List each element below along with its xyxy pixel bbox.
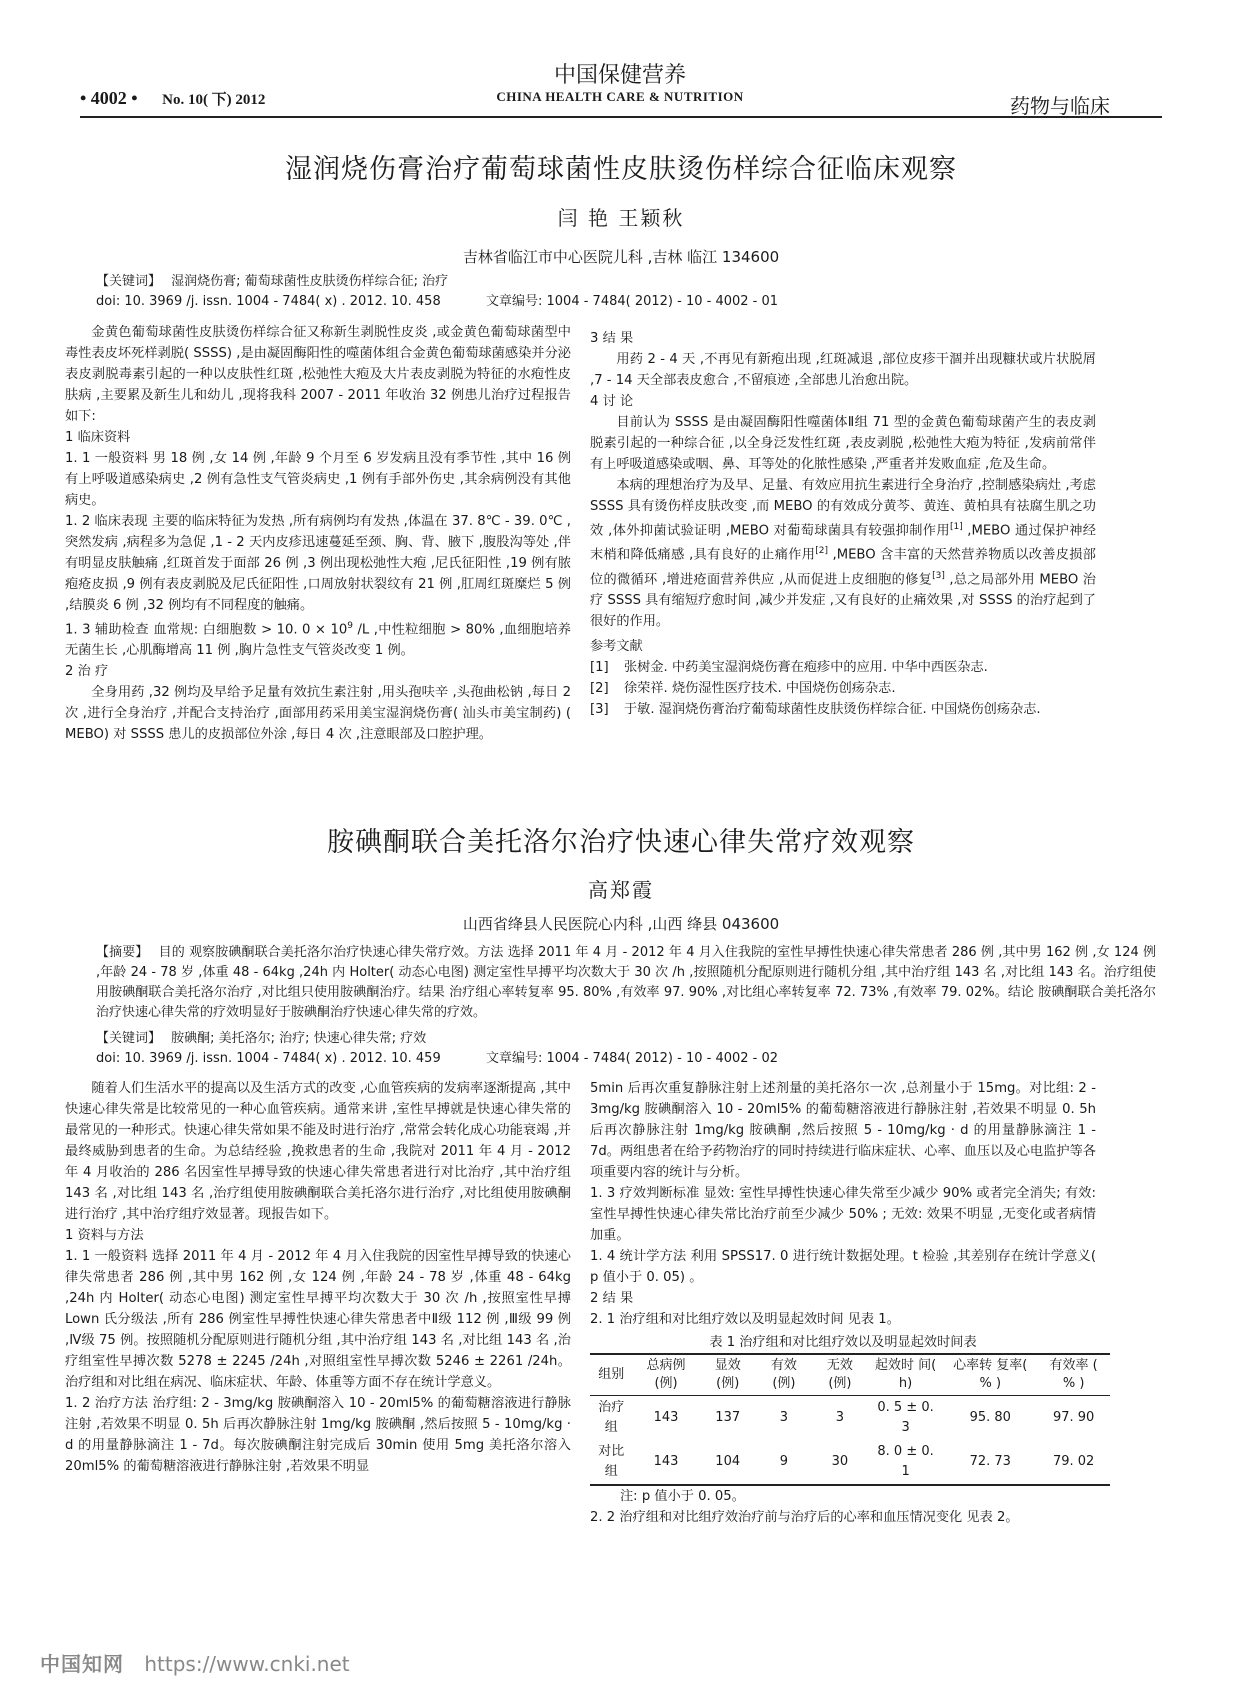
section-name: 药物与临床 [1010, 94, 1110, 118]
cnki-watermark [40, 1648, 350, 1677]
article1-keywords [96, 272, 1156, 292]
article2-meta [96, 1029, 1156, 1069]
section-heading: 3 结 果 [590, 331, 634, 346]
section-heading: 2 结 果 [590, 1291, 634, 1306]
abstract-text: 目的 观察胺碘酮联合美托洛尔治疗快速心律失常疗效。方法 选择 2011 年 4 月 - 2012 年 4 月入住我院的室性早搏性快速心律失常患者 286 例 ,其中男 162 例 ,女 124 例 ,年龄 24 - 78 岁 ,体重 48 - 64kg ,24h 内 Holter( 动态心电图) 测定室性早搏平均次数大于 30 次 /h ,按照随机分配原则进行随机分组 ,其中治疗组 143 名 ,对比组 143 名。治疗组使用胺碘酮联合美托洛尔治疗 ,对比组只使用胺碘酮治疗。结果 治疗组心率转复率 95. 80% ,有效率 97. 90% ,对比组心率转复率 72. 73% ,有效率 79. 02%。结论 胺碘酮联合美托洛尔治疗快速心律失常的疗效明显好于胺碘酮治疗快速心律失常的疗效。 [96, 945, 1156, 1020]
paragraph: 1. 3 辅助检查 血常规: 白细胞数 > 10. $0 \times 10^9$ /L ,中性粒细胞 > 80% ,血细胞培养无菌生长 ,心肌酶增高 11 例 ,胸片急性支气管炎改变 1 例。 [65, 621, 571, 659]
article2-doi-row [96, 1049, 1156, 1069]
article2-keywords [96, 1029, 1156, 1049]
paragraph: 用药 2 - 4 天 ,不再见有新疱出现 ,红斑减退 ,部位皮疹干涸并出现糠状或片状脱屑 ,7 - 14 天全部表皮愈合 ,不留痕迹 ,全部患儿治愈出院。 [590, 352, 1096, 388]
paragraph: 5min 后再次重复静脉注射上述剂量的美托洛尔一次 ,总剂量小于 15mg。对比组: 2 - 3mg/kg 胺碘酮溶入 10 - 20ml5% 的葡萄糖溶液进行静脉注射 ,若效果不明显 0. 5h 后再次静脉注射 1mg/kg 胺碘酮 ,然后按照 5 - 10mg/kg · d 的用量静脉滴注 1 - 7d。两组患者在给予药物治疗的同时持续进行临床症状、心率、血压以及心电监护等各项重要内容的统计与分析。 [590, 1081, 1096, 1180]
cnki-url: https://www.cnki.net [144, 1652, 350, 1676]
table-header-cell: 无效 (例) [826, 1358, 853, 1391]
article1-affiliation: 吉林省临江市中心医院儿科 ,吉林 临江 134600 [462, 248, 780, 266]
article2-left-column [65, 1078, 571, 1477]
paragraph: 目前认为 SSSS 是由凝固酶阳性噬菌体Ⅱ组 71 型的金黄色葡萄球菌产生的表皮剥脱素引起的一种综合征 ,以全身泛发性红斑 ,表皮剥脱 ,松弛性大疱为特征 ,发病前常伴有上呼吸道感染或咽、鼻、耳等处的化脓性感染 ,严重者并发败血症 ,危及生命。 [590, 415, 1096, 472]
table-cell: 30 [831, 1454, 849, 1469]
results-table [590, 1353, 1110, 1486]
paragraph: 2. 1 治疗组和对比组疗效以及明显起效时间 见表 1。 [590, 1312, 900, 1327]
keywords-label: 【关键词】 [96, 1031, 162, 1046]
doi: doi: 10. 3969 /j. issn. 1004 - 7484( x) . 2012. 10. 458 [96, 294, 441, 309]
journal-masthead [460, 58, 780, 105]
article-no: 文章编号: 1004 - 7484( 2012) - 10 - 4002 - 02 [486, 1051, 779, 1066]
issue-info: No. 10( 下) 2012 [162, 92, 266, 108]
table-header-cell: 组别 [598, 1367, 625, 1382]
article2-right-column [590, 1078, 1096, 1528]
table-header-cell: 显效 (例) [714, 1358, 741, 1391]
table-cell: 104 [715, 1454, 741, 1469]
cnki-logo-text: 中国知网 [40, 1652, 124, 1676]
keywords-label: 【关键词】 [96, 274, 162, 289]
keywords-text: 湿润烧伤膏; 葡萄球菌性皮肤烫伤样综合征; 治疗 [171, 274, 449, 289]
table-header-row [590, 1354, 1110, 1396]
abstract-label: 【摘要】 [96, 945, 149, 960]
table-cell: 143 [653, 1410, 679, 1425]
keywords-text: 胺碘酮; 美托洛尔; 治疗; 快速心律失常; 疗效 [171, 1031, 427, 1046]
page-no: • 4002 • [80, 88, 138, 108]
article1-doi-row [96, 292, 1156, 312]
table-cell: 治疗组 [598, 1400, 625, 1435]
paragraph: 全身用药 ,32 例均及早给予足量有效抗生素注射 ,用头孢呋辛 ,头孢曲松钠 ,每日 2 次 ,进行全身治疗 ,并配合支持治疗 ,面部用药采用美宝湿润烧伤膏( 汕头市美宝制药) ( MEBO) 对 SSSS 患儿的皮损部位外涂 ,每日 4 次 ,注意眼部及口腔护理。 [65, 685, 571, 743]
table-cell: 97. 90 [1052, 1410, 1095, 1425]
reference-item: [1] 张树金. 中药美宝湿润烧伤膏在疱疹中的应用. 中华中西医杂志. [590, 660, 988, 676]
article1-right-column [590, 328, 1096, 720]
article1-title: 湿润烧伤膏治疗葡萄球菌性皮肤烫伤样综合征临床观察 [285, 154, 957, 185]
paragraph: 2. 2 治疗组和对比组疗效治疗前与治疗后的心率和血压情况变化 见表 2。 [590, 1510, 1019, 1525]
table-cell: 3 [835, 1410, 845, 1425]
paragraph: 本病的理想治疗为及早、足量、有效应用抗生素进行全身治疗 ,控制感染病灶 ,考虑 SSSS 具有烫伤样皮肤改变 ,而 MEBO 的有效成分黄芩、黄连、黄柏具有祛腐生肌之功效 ,体外抑菌试验证明 ,MEBO 对葡萄球菌具有较强抑制作用[1] ,MEBO 通过保护神经末梢和降低痛感 ,具有良好的止痛作用[2] ,MEBO 含丰富的天然营养物质以改善皮损部位的微循环 ,增进疮面营养供应 ,从而促进上皮细胞的修复[3] ,总之局部外用 MEBO 治疗 SSSS 具有缩短疗愈时间 ,减少并发症 ,又有良好的止痛效果 ,对 SSSS 的治疗起到了很好的作用。 [590, 478, 1096, 630]
article1-meta [96, 272, 1156, 312]
section-heading: 4 讨 论 [590, 394, 634, 409]
table-header-cell: 有效 (例) [770, 1358, 797, 1391]
table-cell: 79. 02 [1052, 1454, 1095, 1469]
reference-item: [2] 徐荣祥. 烧伤湿性医疗技术. 中国烧伤创疡杂志. [590, 681, 896, 697]
table-header-cell: 心率转 复率( % ) [953, 1358, 1028, 1391]
article2-title: 胺碘酮联合美托洛尔治疗快速心律失常疗效观察 [327, 827, 915, 858]
paragraph: 1. 2 临床表现 主要的临床特征为发热 ,所有病例均有发热 ,体温在 37. 8℃ - 39. 0℃ ,突然发病 ,病程多为急促 ,1 - 2 天内皮疹迅速蔓延至颈、胸、背、腋下 ,腹股沟等处 ,伴有明显皮肤触痛 ,红斑首发于面部 26 例 ,3 例出现松弛性大疱 ,尼氏征阳性 ,19 例有脓疱疮皮损 ,9 例有表皮剥脱及尼氏征阳性 ,口周放射状裂纹有 21 例 ,肛周红斑糜烂 5 例 ,结膜炎 6 例 ,32 例均有不同程度的触痛。 [65, 514, 571, 613]
paragraph: 随着人们生活水平的提高以及生活方式的改变 ,心血管疾病的发病率逐渐提高 ,其中快速心律失常是比较常见的一种心血管疾病。通常来讲 ,室性早搏就是快速心律失常的最常见的一种形式。快速心律失常如果不能及时进行治疗 ,常常会转化成心功能衰竭 ,并最终威胁到患者的生命。为总结经验 ,挽救患者的生命 ,我院对 2011 年 4 月 - 2012 年 4 月收治的 286 名因室性早搏导致的快速心律失常患者进行对比治疗 ,其中治疗组 143 名 ,对比组 143 名 ,治疗组使用胺碘酮联合美托洛尔进行治疗 ,对比组使用胺碘酮进行治疗 ,其中治疗组疗效显著。现报告如下。 [65, 1081, 571, 1222]
table-cell: 72. 73 [969, 1454, 1011, 1469]
table-header-cell: 有效率 ( % ) [1049, 1358, 1098, 1391]
doi: doi: 10. 3969 /j. issn. 1004 - 7484( x) . 2012. 10. 459 [96, 1051, 441, 1066]
article1-authors: 闫 艳 王颖秋 [557, 206, 685, 230]
paragraph: 1. 4 统计学方法 利用 SPSS17. 0 进行统计数据处理。t 检验 ,其差别存在统计学意义( p 值小于 0. 05) 。 [590, 1249, 1096, 1285]
table-header-cell: 起效时 间( h) [874, 1358, 937, 1391]
table-row [590, 1440, 1110, 1485]
paragraph: 1. 1 一般资料 男 18 例 ,女 14 例 ,年龄 9 个月至 6 岁发病且没有季节性 ,其中 16 例有上呼吸道感染病史 ,2 例有急性支气管炎病史 ,1 例有手部外伤史 ,其余病例没有其他病史。 [65, 451, 571, 508]
table-row [590, 1396, 1110, 1441]
table-caption: 表 1 治疗组和对比组疗效以及明显起效时间表 [709, 1335, 977, 1350]
journal-title-en: CHINA HEALTH CARE & NUTRITION [496, 89, 744, 104]
paragraph: 金黄色葡萄球菌性皮肤烫伤样综合征又称新生剥脱性皮炎 ,或金黄色葡萄球菌型中毒性表皮坏死样剥脱( SSSS) ,是由凝固酶阳性的噬菌体组合金黄色葡萄球菌感染并分泌表皮剥脱毒素引起的一种以皮肤性红斑 ,松弛性大疱及大片表皮剥脱为特征的水疱性皮肤病 ,主要累及新生儿和幼儿 ,现将我科 2007 - 2011 年收治 32 例患儿治疗过程报告如下: [65, 325, 571, 424]
table-cell: 9 [779, 1454, 789, 1469]
table-cell: 8. 0 ± 0. 1 [877, 1444, 934, 1479]
section-heading: 1 资料与方法 [65, 1228, 144, 1243]
article2-authors: 高郑霞 [588, 878, 654, 902]
table-cell: 137 [715, 1410, 741, 1425]
table-cell: 3 [779, 1410, 789, 1425]
header-rule [80, 116, 1162, 118]
table-cell: 95. 80 [969, 1410, 1011, 1425]
references-heading: 参考文献 [590, 639, 643, 655]
section-heading: 2 治 疗 [65, 664, 109, 680]
article2-abstract [96, 943, 1156, 1023]
journal-title-cn: 中国保健营养 [553, 63, 686, 88]
paragraph: 1. 1 一般资料 选择 2011 年 4 月 - 2012 年 4 月入住我院的因室性早搏导致的快速心律失常患者 286 例 ,其中男 162 例 ,女 124 例 ,年龄 24 - 78 岁 ,体重 48 - 64kg ,24h 内 Holter( 动态心电图) 测定室性早搏平均次数大于 30 次 /h ,按照室性早搏 Lown 氏分级法 ,所有 286 例室性早搏性快速心律失常患者中Ⅱ级 112 例 ,Ⅲ级 99 例 ,Ⅳ级 75 例。按照随机分配原则进行随机分组 ,其中治疗组 143 名 ,对比组 143 名 ,治疗组室性早搏次数 5278 ± 2245 /24h ,对照组室性早搏次数 5246 ± 2261 /24h。治疗组和对比组在病况、临床症状、年龄、体重等方面不存在统计学意义。 [65, 1249, 571, 1390]
section-heading: 1 临床资料 [65, 430, 131, 445]
article2-affiliation: 山西省绛县人民医院心内科 ,山西 绛县 043600 [462, 915, 780, 933]
article-no: 文章编号: 1004 - 7484( 2012) - 10 - 4002 - 01 [486, 294, 779, 309]
table-note: 注: p 值小于 0. 05。 [620, 1489, 745, 1504]
paragraph: 1. 3 疗效判断标准 显效: 室性早搏性快速心律失常至少减少 90% 或者完全消失; 有效: 室性早搏性快速心律失常比治疗前至少减少 50% ; 无效: 效果不明显 ,无变化或者病情加重。 [590, 1186, 1096, 1243]
table-header-cell: 总病例 (例) [646, 1358, 686, 1391]
table-cell: 0. 5 ± 0. 3 [877, 1400, 934, 1435]
table-cell: 对比组 [598, 1444, 625, 1479]
table-cell: 143 [653, 1454, 679, 1469]
paragraph: 1. 2 治疗方法 治疗组: 2 - 3mg/kg 胺碘酮溶入 10 - 20ml5% 的葡萄糖溶液进行静脉注射 ,若效果不明显 0. 5h 后再次静脉注射 1mg/kg 胺碘酮 ,然后按照 5 - 10mg/kg · d 的用量静脉滴注 1 - 7d。每次胺碘酮注射完成后 30min 使用 5mg 美托洛尔溶入 20ml5% 的葡萄糖溶液进行静脉注射 ,若效果不明显 [65, 1396, 571, 1474]
page-number [80, 88, 265, 109]
article1-left-column [65, 322, 571, 745]
reference-item: [3] 于敏. 湿润烧伤膏治疗葡萄球菌性皮肤烫伤样综合征. 中国烧伤创疡杂志. [590, 702, 1041, 718]
